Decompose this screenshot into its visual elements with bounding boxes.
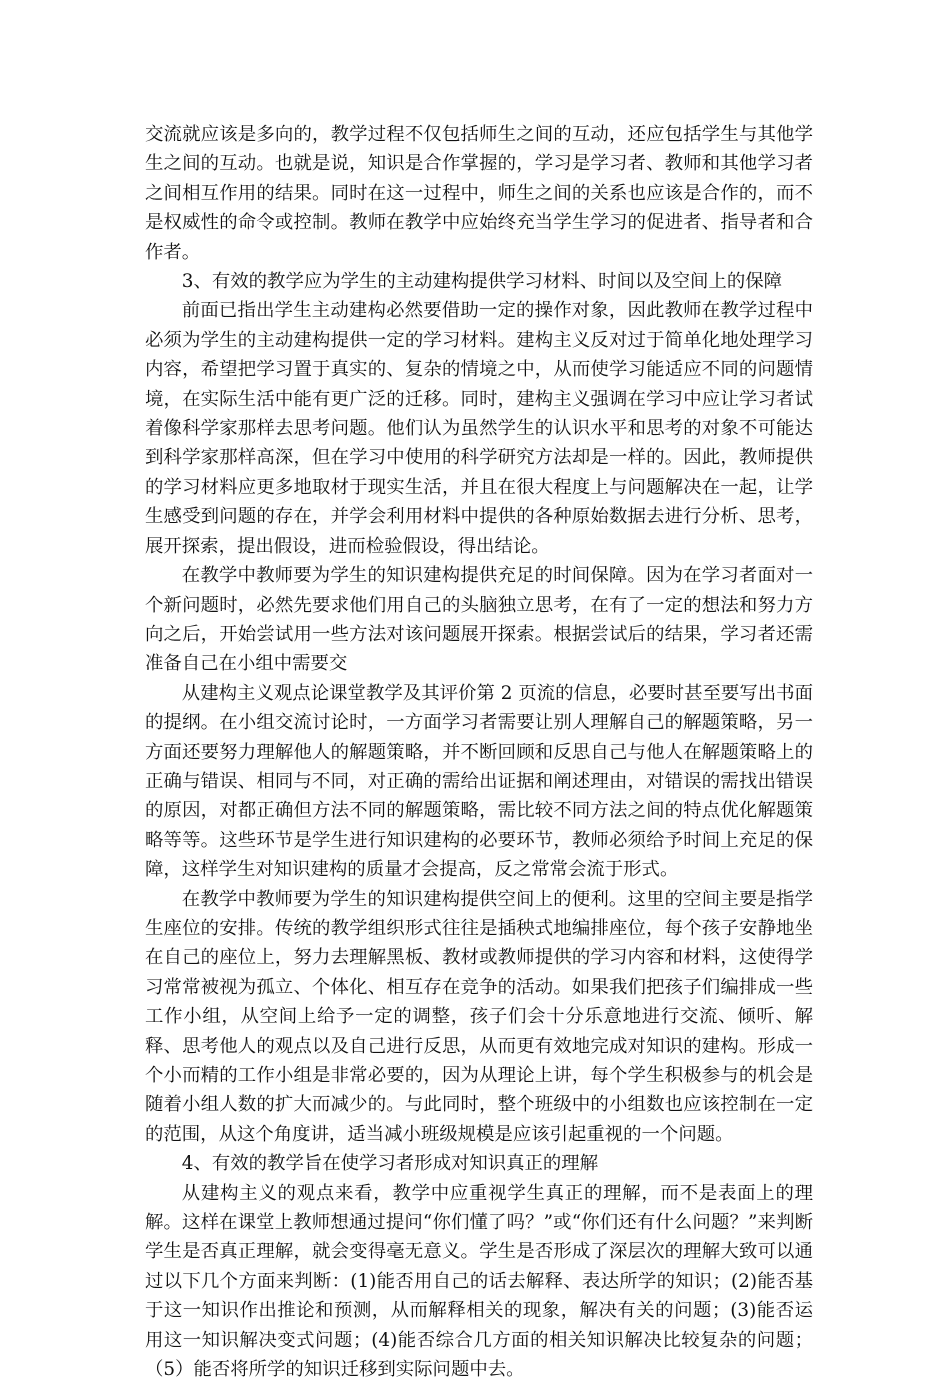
paragraph-space-convenience: 在教学中教师要为学生的知识建构提供空间上的便利。这里的空间主要是指学生座位的安排。传统的教学组织形式往往是插秧式地编排座位，每个孩子安静地坐在自己的座位上，努力去理解黑板、教材或教师提供的学习内容和材料，这使得学习常常被视为孤立、个体化、相互存在竞争的活动。如果我们把孩子们编排成一些工作小组，从空间上给予一定的调整，孩子们会十分乐意地进行交流、倾听、解释、思考他人的观点以及自己进行反思，从而更有效地完成对知识的建构。形成一个小而精的工作小组是非常必要的，因为从理论上讲，每个学生积极参与的机会是随着小组人数的扩大而减少的。与此同时，整个班级中的小组数也应该控制在一定的范围，从这个角度讲，适当减小班级规模是应该引起重视的一个问题。: [145, 888, 813, 1145]
section-heading-3: 3、有效的教学应为学生的主动建构提供学习材料、时间以及空间上的保障: [181, 271, 782, 293]
paragraph-continuation: 交流就应该是多向的，教学过程不仅包括师生之间的互动，还应包括学生与其他学生之间的互动。也就是说，知识是合作掌握的，学习是学习者、教师和其他学习者之间相互作用的结果。同时在这一过程中，师生之间的关系也应该是合作的，而不是权威性的命令或控制。教师在教学中应始终充当学生学习的促进者、指导者和合作者。: [145, 124, 813, 263]
paragraph-learning-materials: 前面已指出学生主动建构必然要借助一定的操作对象，因此教师在教学过程中必须为学生的主动建构提供一定的学习材料。建构主义反对过于简单化地处理学习内容，希望把学习置于真实的、复杂的情境之中，从而使学习能适应不同的问题情境，在实际生活中能有更广泛的迁移。同时，建构主义强调在学习中应让学习者试着像科学家那样去思考问题。他们认为虽然学生的认识水平和思考的对象不可能达到科学家那样高深，但在学习中使用的科学研究方法却是一样的。因此，教师提供的学习材料应更多地取材于现实生活，并且在很大程度上与问题解决在一起，让学生感受到问题的存在，并学会利用材料中提供的各种原始数据去进行分析、思考，展开探索，提出假设，进而检验假设，得出结论。: [145, 300, 813, 557]
section-heading-4: 4、有效的教学旨在使学习者形成对知识真正的理解: [181, 1153, 599, 1175]
paragraph-true-understanding: 从建构主义的观点来看，教学中应重视学生真正的理解，而不是表面上的理解。这样在课堂上教师想通过提问“你们懂了吗？”或“你们还有什么问题？”来判断学生是否真正理解，就会变得毫无意义。学生是否形成了深层次的理解大致可以通过以下几个方面来判断：(1)能否用自己的话去解释、表达所学的知识；(2)能否基于这一知识作出推论和预测，从而解释相关的现象，解决有关的问题；(3)能否运用这一知识解决变式问题；(4)能否综合几方面的相关知识解决比较复杂的问题；（5）能否将所学的知识迁移到实际问题中去。: [145, 1182, 813, 1381]
paragraph-time-guarantee: 在教学中教师要为学生的知识建构提供充足的时间保障。因为在学习者面对一个新问题时，必然先要求他们用自己的头脑独立思考，在有了一定的想法和努力方向之后，开始尝试用一些方法对该问题展开探索。根据尝试后的结果，学习者还需准备自己在小组中需要交: [145, 565, 813, 675]
document-body: [145, 120, 813, 1384]
paragraph-page-2-continuation: 从建构主义观点论课堂教学及其评价第 2 页流的信息，必要时甚至要写出书面的提纲。在小组交流讨论时，一方面学习者需要让别人理解自己的解题策略，另一方面还要努力理解他人的解题策略，并不断回顾和反思自己与他人在解题策略上的正确与错误、相同与不同，对正确的需给出证据和阐述理由，对错误的需找出错误的原因，对都正确但方法不同的解题策略，需比较不同方法之间的特点优化解题策略等等。这些环节是学生进行知识建构的必要环节，教师必须给予时间上充足的保障，这样学生对知识建构的质量才会提高，反之常常会流于形式。: [145, 682, 813, 881]
